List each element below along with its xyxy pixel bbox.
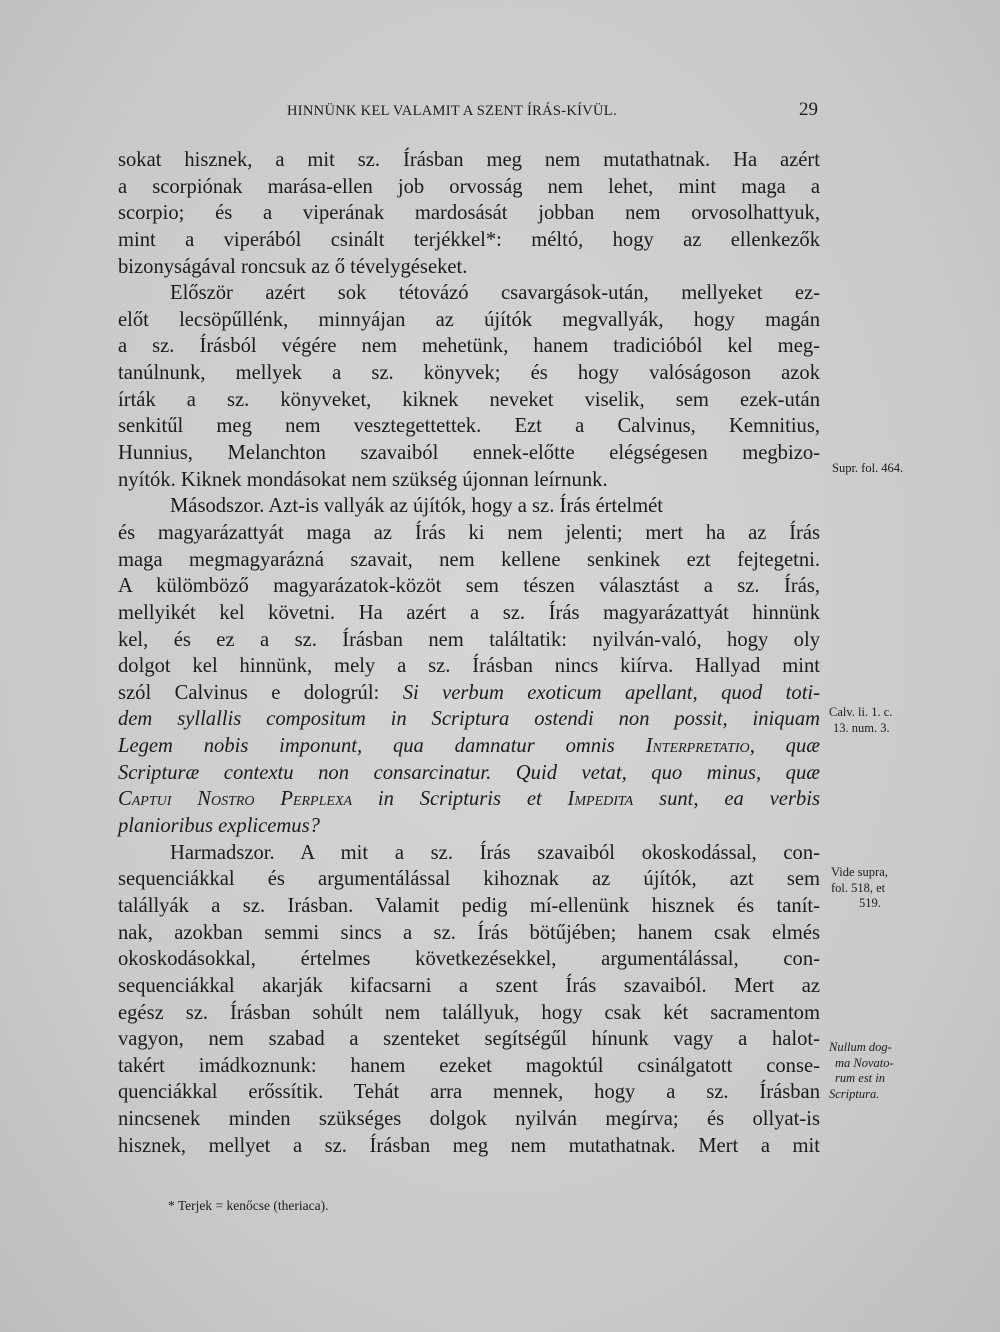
margin-note-line: ma Novato- xyxy=(835,1055,894,1070)
latin-quote-text: planioribus explicemus? xyxy=(118,815,320,838)
text-line xyxy=(118,706,820,733)
text-line xyxy=(118,547,820,574)
text-line xyxy=(118,733,820,760)
body-text xyxy=(118,147,820,1159)
latin-quote-text: Legem nobis imponunt, qua damnatur omnis xyxy=(118,735,646,758)
line-text: a scorpiónak marása-ellen job orvosság nem lehet, mint maga a xyxy=(118,175,820,198)
line-text: takért imádkoznunk: hanem ezeket magoktúl csinálgatott conse- xyxy=(118,1054,820,1077)
text-line xyxy=(118,1026,820,1053)
text-line xyxy=(118,307,820,334)
text-line xyxy=(118,1000,820,1027)
line-text: sokat hisznek, a mit sz. Írásban meg nem mutathatnak. Ha azért xyxy=(118,149,820,171)
text-line xyxy=(118,893,820,920)
line-text: dolgot kel hinnünk, mely a sz. Írásban nincs kiírva. Hallyad mint xyxy=(118,655,820,678)
text-line xyxy=(118,254,820,281)
line-text: mellyikét kel követni. Ha azért a sz. Írás magyarázattyát hinnünk xyxy=(118,601,820,624)
line-text: szól Calvinus e dologrúl: xyxy=(118,681,403,704)
margin-note-vide-supra xyxy=(831,865,888,912)
text-line xyxy=(118,200,820,227)
text-line xyxy=(118,973,820,1000)
text-line xyxy=(118,760,820,787)
line-text: maga megmagyarázná szavait, nem kellene senkinek ezt fejtegetni. xyxy=(118,548,820,571)
line-text: bizonyságával roncsuk az ő tévelygéseket. xyxy=(118,255,468,278)
margin-note-line: Supr. fol. 464. xyxy=(832,461,904,475)
text-line xyxy=(118,680,820,707)
line-text: írták a sz. könyveket, kiknek neveket viselik, sem ezek-után xyxy=(118,388,820,411)
text-line xyxy=(118,467,820,494)
line-text: scorpio; és a viperának mardosását jobban nem orvosolhattyuk, xyxy=(118,202,820,225)
margin-note-supr xyxy=(832,461,903,477)
line-text: Harmadszor. A mit a sz. Írás szavaiból okoskodással, con- xyxy=(170,841,820,864)
text-line xyxy=(118,653,820,680)
text-line xyxy=(118,333,820,360)
text-line xyxy=(118,360,820,387)
margin-note-line: Scriptura. xyxy=(829,1086,880,1101)
line-text: kel, és ez a sz. Írásban nem találtatik: nyilván-való, hogy oly xyxy=(118,628,820,651)
line-text: nak, azokban semmi sincs a sz. Írás bötűjében; hanem csak elmés xyxy=(118,921,820,944)
text-line xyxy=(118,1079,820,1106)
page-number: 29 xyxy=(799,99,818,120)
running-title: HINNÜNK KEL VALAMIT A SZENT ÍRÁS-KÍVÜL. xyxy=(287,103,617,119)
text-line xyxy=(118,920,820,947)
line-text: Hunnius, Melanchton szavaiból ennek-előtte elégségesen megbizo- xyxy=(118,442,820,465)
latin-quote-text: Interpretatio xyxy=(645,735,750,758)
text-line xyxy=(118,227,820,254)
latin-quote-text: sunt, ea verbis xyxy=(633,788,820,811)
text-line xyxy=(118,600,820,627)
text-line xyxy=(118,147,820,174)
line-text: a sz. Írásból végére nem mehetünk, hanem tradicióból kel meg- xyxy=(118,335,820,358)
line-text: A külömböző magyarázatok-közöt sem tészen választást a sz. Írás, xyxy=(118,575,820,598)
latin-quote-text: Si verbum exoticum apellant, quod toti- xyxy=(402,681,820,704)
text-line xyxy=(118,840,820,867)
text-line xyxy=(118,493,820,520)
line-text: vagyon, nem szabad a szenteket segítségűl hínunk vagy a halot- xyxy=(118,1028,820,1051)
text-line xyxy=(118,280,820,307)
text-line xyxy=(118,946,820,973)
text-line xyxy=(118,573,820,600)
latin-quote-text: dem syllallis compositum in Scriptura ostendi non possit, iniquam xyxy=(118,708,820,731)
text-line xyxy=(118,387,820,414)
margin-note-line: Vide supra, xyxy=(831,865,888,879)
text-line xyxy=(118,174,820,201)
line-text: Először azért sok tétovázó csavargások-után, mellyeket ez- xyxy=(170,282,820,305)
margin-note-line: fol. 518, et xyxy=(831,880,886,895)
margin-note-line: rum est in xyxy=(835,1071,885,1085)
margin-note-nullum-dogma xyxy=(829,1040,894,1102)
margin-note-line: 519. xyxy=(859,896,881,910)
line-text: talállyák a sz. Irásban. Valamit pedig mí-ellenünk hisznek és tanít- xyxy=(118,894,820,917)
latin-quote-text: , quæ xyxy=(749,735,820,758)
line-text: és magyarázattyát maga az Írás ki nem jelenti; mert ha az Írás xyxy=(118,521,820,544)
line-text: quenciákkal erőssítik. Tehát arra mennek, hogy a sz. Írásban xyxy=(118,1081,820,1104)
line-text: Másodszor. Azt-is vallyák az újítók, hogy a sz. Írás értelmét xyxy=(170,495,663,518)
text-line xyxy=(118,520,820,547)
text-line xyxy=(118,627,820,654)
line-text: mint a viperából csinált terjékkel*: méltó, hogy az ellenkezők xyxy=(118,228,820,251)
line-text: nincsenek minden szükséges dolgok nyilván megírva; és ollyat-is xyxy=(118,1108,820,1131)
line-text: senkitűl meg nem vesztegettettek. Ezt a Calvinus, Kemnitius, xyxy=(118,415,820,438)
line-text: sequenciákkal és argumentálással kihoznak az újítók, azt sem xyxy=(118,868,820,891)
line-text: tanúlnunk, mellyek a sz. könyvek; és hogy valóságoson azok xyxy=(118,362,820,385)
text-line xyxy=(118,1133,820,1160)
margin-note-line: Nullum dog- xyxy=(829,1040,892,1054)
latin-quote-text: Impedita xyxy=(567,788,634,811)
text-line xyxy=(118,866,820,893)
text-line xyxy=(118,1106,820,1133)
latin-quote-text: Scripturæ contextu non consarcinatur. Quid vetat, quo minus, quæ xyxy=(118,761,820,784)
line-text: okoskodásokkal, értelmes következésekkel, argumentálással, con- xyxy=(118,948,820,971)
line-text: hisznek, mellyet a sz. Írásban meg nem mutathatnak. Mert a mit xyxy=(118,1134,820,1157)
text-line xyxy=(118,1053,820,1080)
footnote: * Terjek = kenőcse (theriaca). xyxy=(168,1198,329,1213)
line-text: előt lecsöpűllénk, minnyájan az újítók megvallyák, hogy magán xyxy=(118,308,820,331)
text-line xyxy=(118,813,820,840)
line-text: sequenciákkal akarják kifacsarni a szent Írás szavaiból. Mert az xyxy=(118,974,820,997)
text-line xyxy=(118,413,820,440)
text-line xyxy=(118,786,820,813)
margin-note-line: Calv. li. 1. c. xyxy=(829,705,893,719)
latin-quote-text: Captui Nostro Perplexa xyxy=(118,788,353,811)
margin-note-line: 13. num. 3. xyxy=(833,720,890,735)
text-line xyxy=(118,440,820,467)
latin-quote-text: in Scripturis et xyxy=(352,788,568,811)
line-text: nyítók. Kiknek mondásokat nem szükség újonnan leírnunk. xyxy=(118,468,608,491)
margin-note-calv xyxy=(829,705,892,736)
line-text: egész sz. Írásban sohúlt nem talállyuk, hogy csak két sacramentom xyxy=(118,1001,820,1024)
